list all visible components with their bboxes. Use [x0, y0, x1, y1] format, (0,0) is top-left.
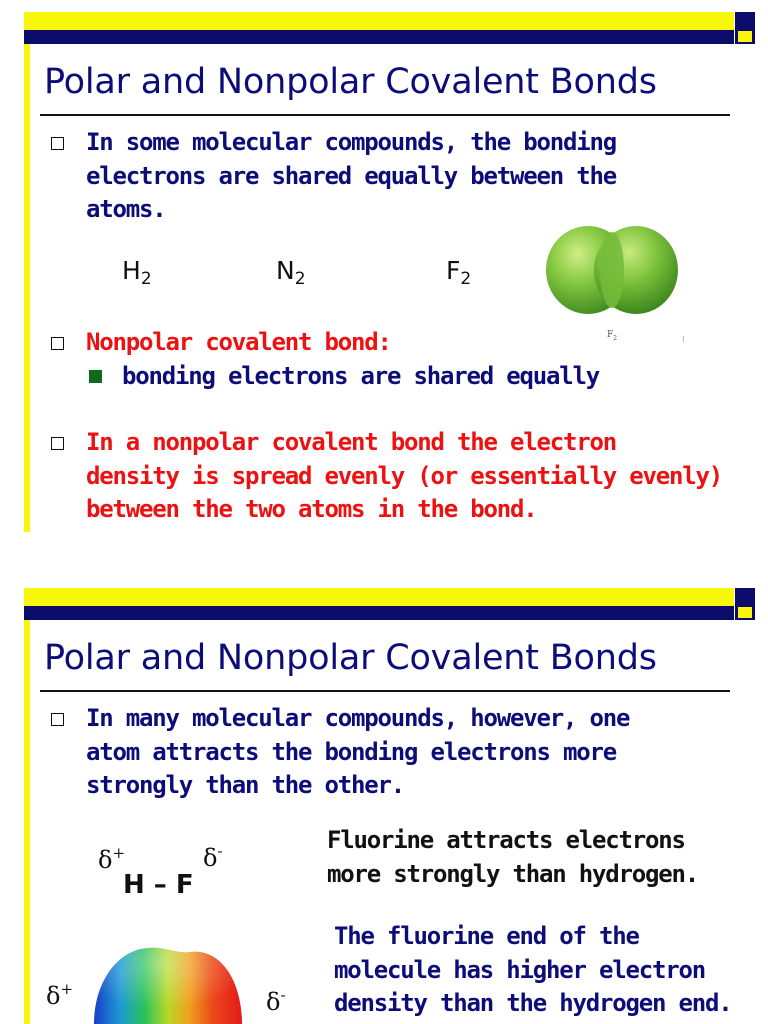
f2-bond-region [600, 232, 624, 308]
slide-title: Polar and Nonpolar Covalent Bonds [44, 62, 657, 102]
title-underline [40, 690, 730, 692]
bullet-shared-equally [86, 126, 726, 227]
hf-electrostatic-potential-map [86, 944, 246, 1024]
image-tick-mark [683, 336, 684, 342]
f2-space-filling-model [540, 218, 686, 328]
bullet-line: In a nonpolar covalent bond the electron [86, 428, 616, 456]
hf-surface-highlight [94, 948, 242, 1024]
header-corner-yellow [738, 607, 752, 618]
sub-bullet-shared-equally: bonding electrons are shared equally [122, 362, 599, 390]
delta-plus-label: δ+ [98, 844, 126, 874]
note-line: The fluorine end of the [334, 922, 639, 950]
note-line: molecule has higher electron [334, 955, 705, 984]
slide-title: Polar and Nonpolar Covalent Bonds [44, 638, 657, 678]
delta-minus-label: δ- [203, 842, 223, 872]
f2-model-label: $F_2$ [607, 330, 618, 342]
formula-f2: $F_2$ [446, 256, 472, 289]
left-accent-bar [24, 44, 30, 532]
map-delta-plus-label: δ+ [46, 980, 74, 1010]
sub-bullet-green-square-icon [89, 370, 102, 383]
slide-gap [0, 532, 768, 588]
map-delta-minus-label: δ- [266, 986, 286, 1016]
note-line: more strongly than hydrogen. [327, 859, 698, 888]
left-accent-bar [24, 620, 30, 1024]
bullet-line: atom attracts the bonding electrons more [86, 737, 616, 766]
bullet-line: strongly than the other. [86, 771, 404, 799]
bullet-line: density is spread evenly (or essentially evenly) [86, 461, 722, 490]
bullet-line: In many molecular compounds, however, one [86, 704, 630, 732]
title-underline [40, 114, 730, 116]
note-fluorine-end-density [334, 920, 731, 1021]
header-corner-yellow [738, 31, 752, 42]
header-band-navy [24, 30, 734, 44]
note-line: Fluorine attracts electrons [327, 826, 685, 854]
bullet-square-icon [51, 137, 64, 150]
bullet-unequal-attraction [86, 702, 726, 803]
bullet-nonpolar-bond-label: Nonpolar covalent bond: [86, 328, 391, 356]
bullet-line: In some molecular compounds, the bonding [86, 128, 616, 156]
slide-2 [0, 588, 768, 1024]
header-band-yellow [24, 12, 734, 30]
bullet-line: atoms. [86, 195, 166, 223]
bullet-square-icon [51, 437, 64, 450]
bullet-electron-density-even [86, 426, 746, 527]
header-band-yellow [24, 588, 734, 606]
bullet-square-icon [51, 337, 64, 350]
header-band-navy [24, 606, 734, 620]
note-line: density than the hydrogen end. [334, 989, 732, 1017]
bullet-line: between the two atoms in the bond. [86, 495, 537, 523]
hf-formula: H – F [123, 870, 194, 900]
formula-h2: $H_2$ [122, 256, 152, 289]
bullet-line: electrons are shared equally between the [86, 161, 616, 190]
note-fluorine-attracts [327, 824, 698, 891]
bullet-square-icon [51, 713, 64, 726]
formula-n2: $N_2$ [276, 256, 306, 289]
